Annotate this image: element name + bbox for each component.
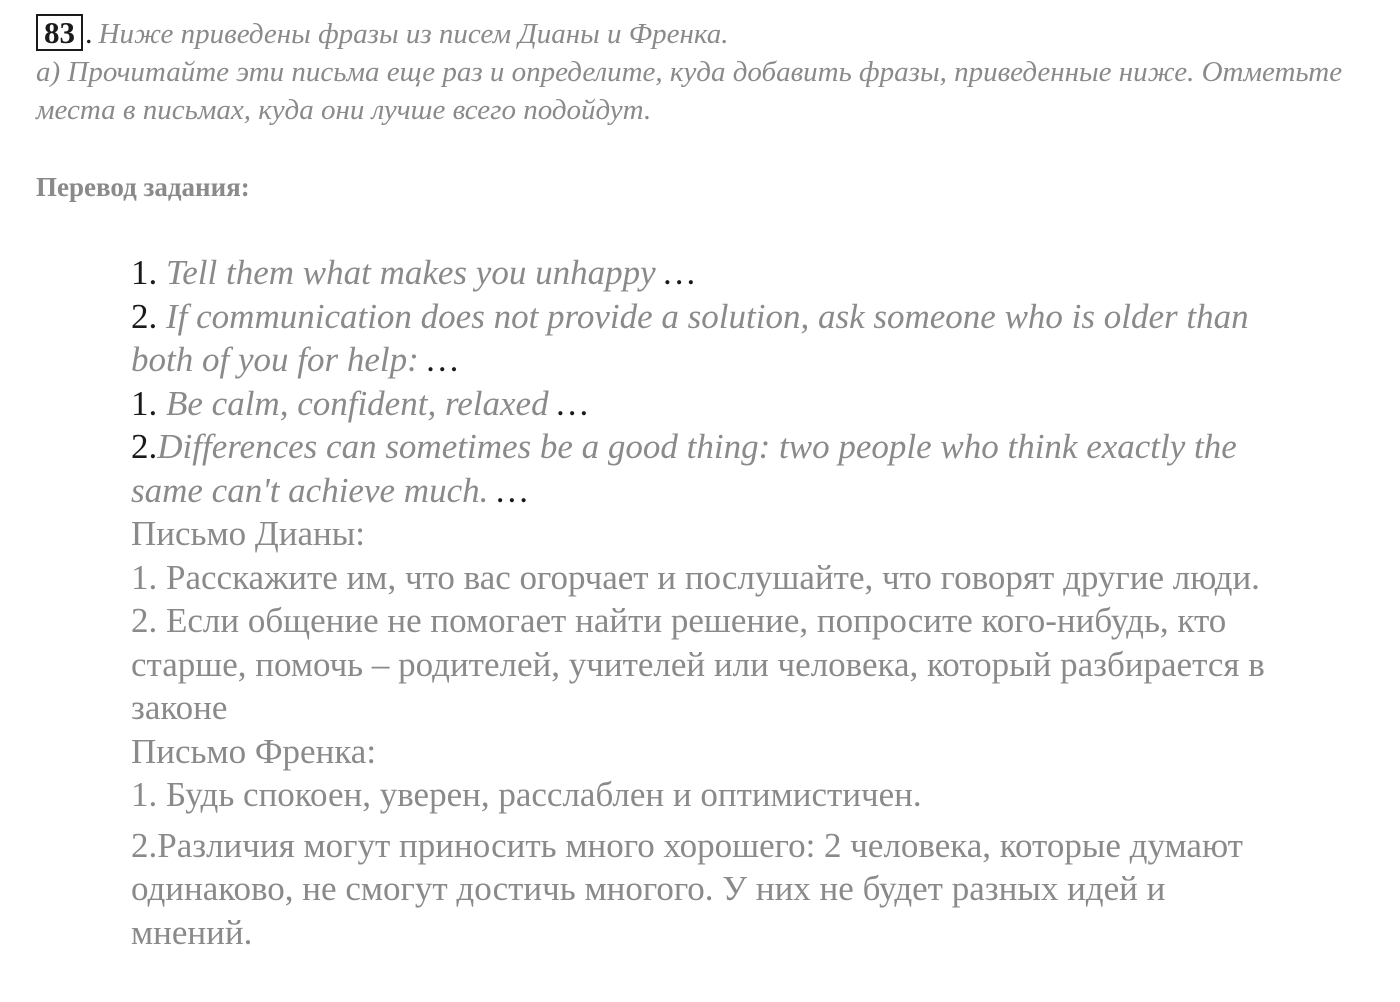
phrase-dots: … [494, 470, 530, 510]
phrase-text: If communication does not provide a solution, ask someone who is older than both of you for help: [131, 296, 1249, 379]
frank-letter-item: 1. Будь спокоен, уверен, расслаблен и оптимистичен. [131, 775, 922, 814]
frank-letter-title: Письмо Френка: [131, 731, 377, 771]
phrase-dots: … [554, 383, 590, 423]
diana-letter-title: Письмо Дианы: [131, 514, 366, 553]
exercise-number: 83 [36, 14, 83, 51]
phrase-number: 2. [131, 427, 158, 466]
phrase-dots: … [424, 340, 460, 379]
diana-letter-item: 2. Если общение не помогает найти решение, попросите кого-нибудь, кто старше, помочь – родителей, учителей или человека, который разбирается в законе [131, 601, 1265, 727]
frank-letter-item: 2.Различия могут приносить много хорошего: 2 человека, которые думают одинаково, не смогут достичь многого. У них не будет разных идей и мнений. [131, 825, 1243, 952]
phrase-text: Be calm, confident, relaxed [166, 383, 549, 423]
english-phrase [131, 425, 1291, 512]
task-header [36, 14, 1366, 129]
task-line-1: Ниже приведены фразы из писем Дианы и Френка. [98, 18, 729, 50]
task-line-2: а) Прочитайте эти письма еще раз и определите, куда добавить фразы, приведенные ниже. Отметьте места в письмах, куда они лучше всего подойдут. [36, 56, 1343, 126]
translation-heading: Перевод задания: [36, 172, 250, 202]
content-body [131, 251, 1291, 954]
exercise-number-dot: . [85, 17, 93, 50]
diana-letter-item: 1. Расскажите им, что вас огорчает и послушайте, что говорят другие люди. [131, 557, 1260, 597]
phrase-dots: … [661, 253, 697, 292]
phrase-text: Differences can sometimes be a good thing: two people who think exactly the same can't achieve much. [131, 427, 1237, 510]
english-phrase [131, 251, 1291, 295]
english-phrase [131, 382, 1291, 426]
phrase-number: 2. [131, 296, 158, 336]
english-phrase [131, 295, 1291, 382]
phrase-number: 1. [131, 253, 158, 292]
phrase-number: 1. [131, 383, 158, 423]
phrase-text: Tell them what makes you unhappy [166, 253, 656, 292]
